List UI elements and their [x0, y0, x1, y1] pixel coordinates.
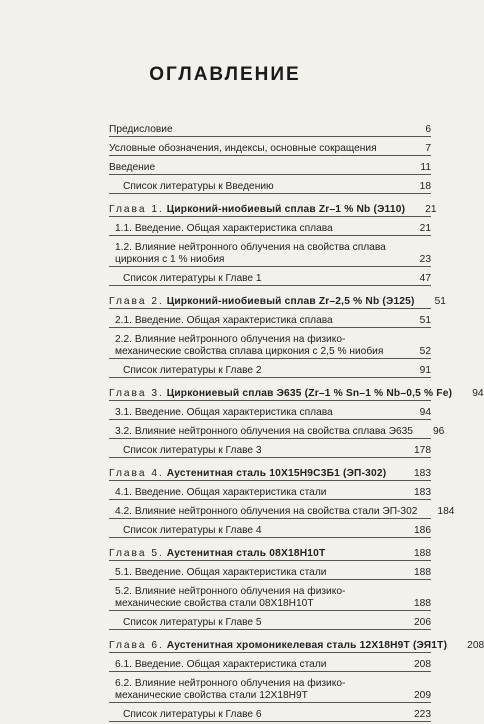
toc-page-number: 51 [419, 315, 431, 326]
toc-page-number: 94 [472, 388, 484, 399]
toc-entry-label: 5.1. Введение. Общая характеристика стали [115, 567, 327, 578]
toc-row[interactable] [109, 219, 431, 236]
toc-entry-label [109, 296, 435, 308]
toc-entry-label: 3.2. Влияние нейтронного облучения на свойства сплава Э635 [115, 426, 413, 437]
chapter-title: Аустенитная сталь 08Х18Н10Т [166, 548, 326, 559]
chapter-number: Глава 3. [109, 388, 164, 399]
toc-row[interactable] [109, 422, 445, 439]
toc-row[interactable] [109, 238, 431, 267]
toc-entry-label: Список литературы к Главе 3 [123, 445, 262, 456]
toc-page-number: 188 [414, 548, 431, 559]
toc-page-number: 47 [419, 273, 431, 284]
toc-entry-label [109, 640, 467, 652]
toc-entry-label: 4.1. Введение. Общая характеристика стали [115, 487, 327, 498]
toc-row[interactable] [109, 177, 431, 194]
toc-entry-label: Условные обозначения, индексы, основные сокращения [109, 143, 377, 154]
toc-row[interactable] [109, 441, 431, 458]
toc-entry-label: Введение [109, 162, 156, 173]
toc-chapter-row[interactable] [109, 636, 484, 653]
toc-row[interactable] [109, 483, 431, 500]
chapter-number: Глава 6. [109, 640, 164, 651]
toc-row[interactable] [109, 563, 431, 580]
toc-entry-label: 6.1. Введение. Общая характеристика стали [115, 659, 327, 670]
toc-chapter-row[interactable] [109, 544, 431, 561]
chapter-number: Глава 5. [109, 548, 164, 559]
toc-page-number: 209 [414, 690, 431, 701]
toc-page-number: 52 [419, 346, 431, 357]
toc-row[interactable] [109, 361, 431, 378]
toc-entry-label [109, 468, 409, 480]
toc-row[interactable] [109, 139, 431, 156]
toc-page-number: 6 [425, 124, 431, 135]
toc-page-number: 208 [414, 659, 431, 670]
toc-chapter-row[interactable] [109, 200, 437, 217]
toc-entry-label: 3.1. Введение. Общая характеристика сплава [115, 407, 333, 418]
toc-row[interactable] [109, 521, 431, 538]
toc-page-number: 91 [419, 365, 431, 376]
toc-entry-label: Список литературы к Главе 2 [123, 365, 262, 376]
toc-row[interactable] [109, 655, 431, 672]
toc-entry-label: 2.2. Влияние нейтронного облучения на физико-механические свойства сплава циркония с 2,5 % ниобия [115, 334, 384, 357]
toc-row[interactable] [109, 502, 455, 519]
toc-entry-label: Список литературы к Главе 5 [123, 617, 262, 628]
toc-page-number: 223 [414, 709, 431, 720]
toc-page-number: 94 [419, 407, 431, 418]
toc-entry-label: 6.2. Влияние нейтронного облучения на физико-механические свойства стали 12Х18Н9Т [115, 678, 346, 701]
toc-entry-label [109, 204, 425, 216]
chapter-title: Цирконий-ниобиевый сплав Zr–1 % Nb (Э110) [166, 204, 406, 215]
toc-entry-label: Список литературы к Введению [123, 181, 274, 192]
toc-page-number: 51 [434, 296, 446, 307]
toc-entry-label: 1.2. Влияние нейтронного облучения на свойства сплава циркония с 1 % ниобия [115, 242, 386, 265]
toc-row[interactable] [109, 674, 431, 703]
toc-row[interactable] [109, 158, 431, 175]
toc-page-number: 183 [414, 468, 431, 479]
toc-entry-label: 5.2. Влияние нейтронного облучения на физико-механические свойства стали 08Х18Н10Т [115, 586, 346, 609]
page-title: ОГЛАВЛЕНИЕ [149, 64, 301, 85]
toc-entry-label [109, 388, 472, 400]
toc-page-number: 21 [425, 204, 437, 215]
toc-entry-label: Предисловие [109, 124, 173, 135]
toc-entry-label: 2.1. Введение. Общая характеристика сплава [115, 315, 333, 326]
chapter-number: Глава 2. [109, 296, 164, 307]
toc-page-number: 178 [414, 445, 431, 456]
toc-page-number: 183 [414, 487, 431, 498]
toc-entry-label: Список литературы к Главе 1 [123, 273, 262, 284]
chapter-number: Глава 1. [109, 204, 164, 215]
toc-page-number: 208 [467, 640, 484, 651]
toc-row[interactable] [109, 311, 431, 328]
toc-entry-label: 4.2. Влияние нейтронного облучения на свойства стали ЭП-302 [115, 506, 418, 517]
toc-page-number: 7 [425, 143, 431, 154]
toc-page-number: 23 [419, 254, 431, 265]
toc-row[interactable] [109, 705, 431, 722]
toc-row[interactable] [109, 613, 431, 630]
toc-entry-label: Список литературы к Главе 4 [123, 525, 262, 536]
toc-page-number: 184 [437, 506, 455, 517]
chapter-number: Глава 4. [109, 468, 164, 479]
toc-entry-label [109, 548, 409, 560]
chapter-title: Циркониевый сплав Э635 (Zr–1 % Sn–1 % Nb–0,5 % Fe) [166, 388, 453, 399]
toc-page-number: 18 [419, 181, 431, 192]
toc-row[interactable] [109, 403, 431, 420]
toc-page-number: 96 [432, 426, 445, 437]
toc-row[interactable] [109, 120, 431, 137]
table-of-contents [109, 120, 484, 724]
chapter-title: Аустенитная хромоникелевая сталь 12Х18Н9Т (ЭЯ1Т) [166, 640, 448, 651]
toc-page-number: 186 [414, 525, 431, 536]
toc-page-number: 188 [414, 598, 431, 609]
toc-entry-label: 1.1. Введение. Общая характеристика сплава [115, 223, 333, 234]
toc-chapter-row[interactable] [109, 384, 484, 401]
chapter-title: Цирконий-ниобиевый сплав Zr–2,5 % Nb (Э125) [166, 296, 415, 307]
chapter-title: Аустенитная сталь 10Х15Н9С3Б1 (ЭП-302) [166, 468, 387, 479]
toc-page-number: 11 [420, 162, 431, 173]
toc-chapter-row[interactable] [109, 292, 446, 309]
toc-chapter-row[interactable] [109, 464, 431, 481]
toc-row[interactable] [109, 582, 431, 611]
toc-entry-label: Список литературы к Главе 6 [123, 709, 262, 720]
toc-row[interactable] [109, 330, 431, 359]
toc-page-number: 206 [414, 617, 431, 628]
toc-page-number: 188 [414, 567, 431, 578]
toc-page-number: 21 [419, 223, 431, 234]
toc-row[interactable] [109, 269, 431, 286]
